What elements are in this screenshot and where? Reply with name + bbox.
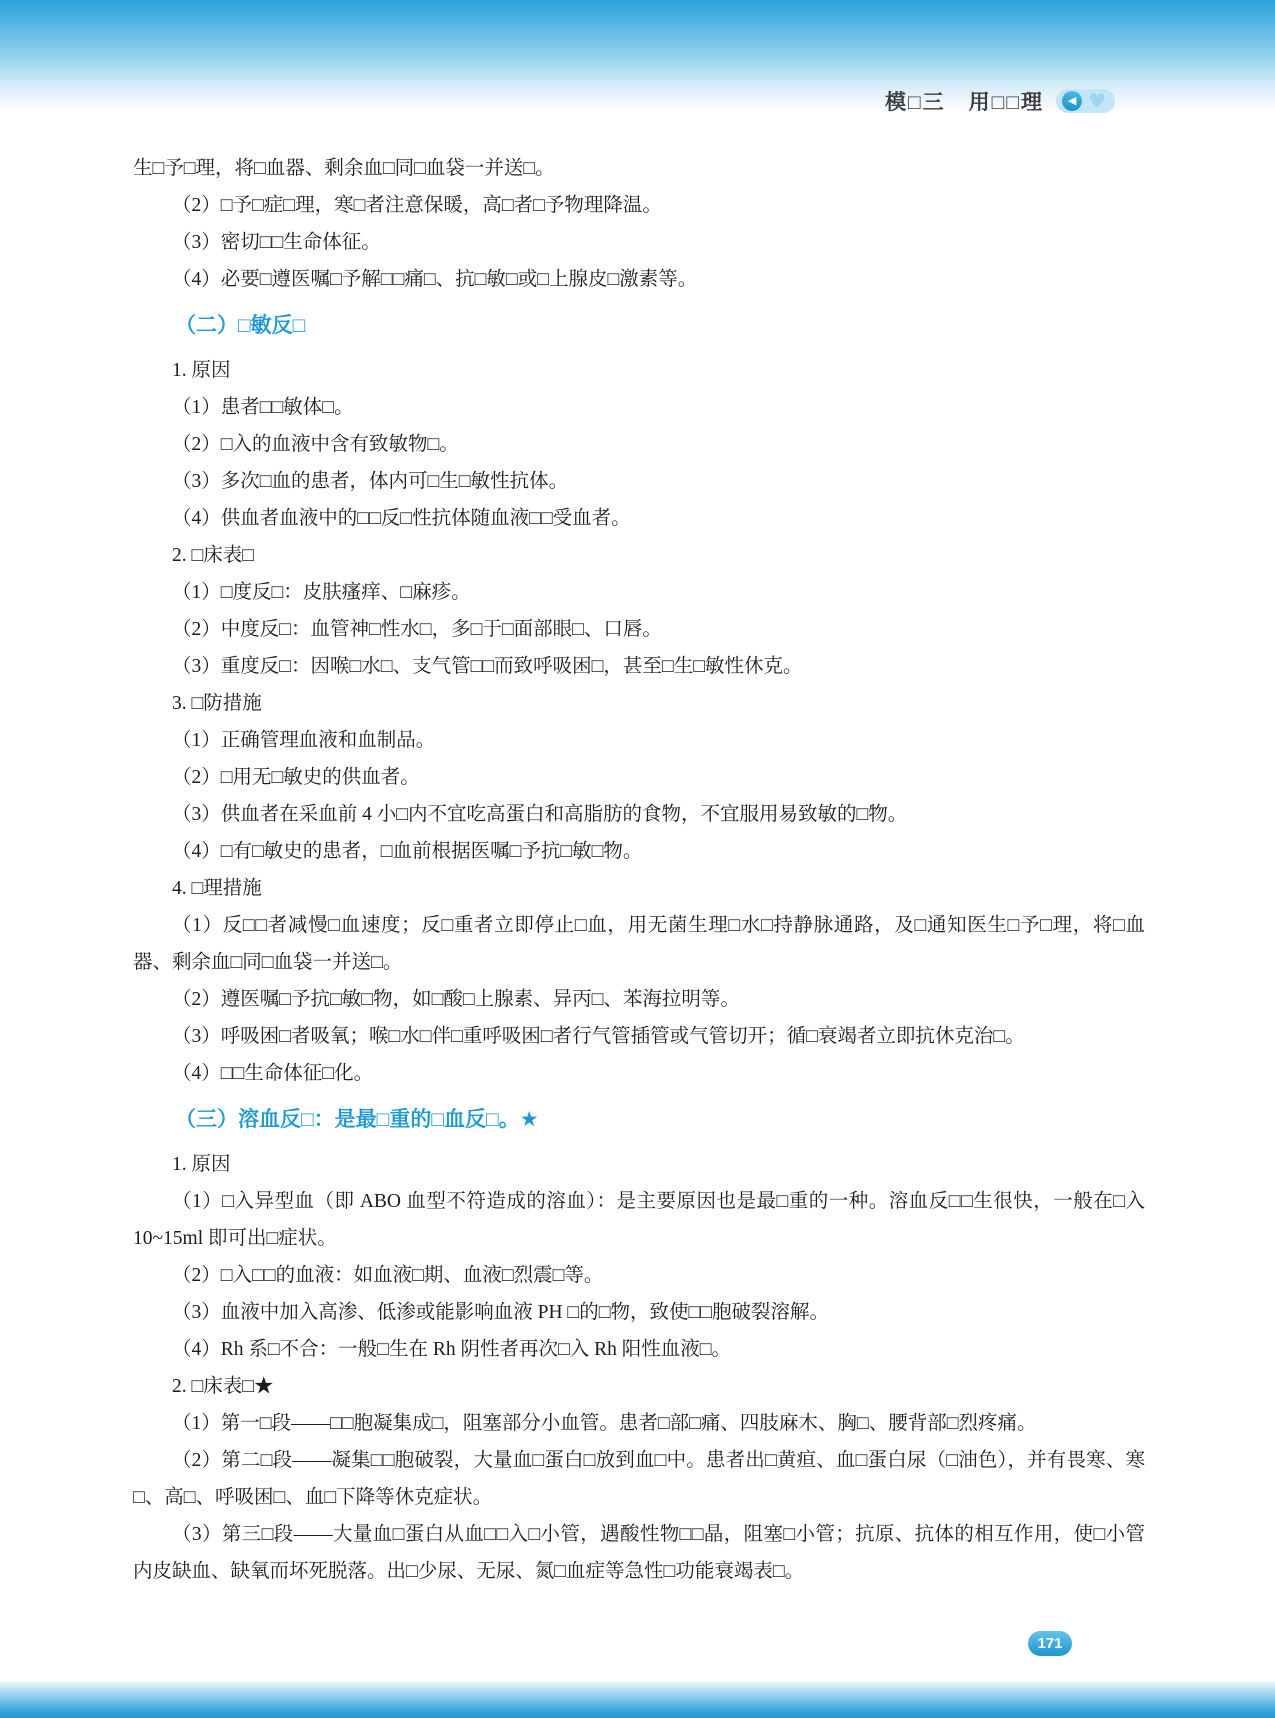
page-content <box>133 150 1145 1590</box>
paragraph: 1. 原因 <box>172 1154 231 1175</box>
back-circle-icon: ◀ <box>1062 91 1082 111</box>
header-icon-group <box>1056 89 1115 113</box>
page-number: 171 <box>1037 1635 1063 1652</box>
paragraph: （1）□入异型血（即 ABO 血型不符造成的溶血）：是主要原因也是最□重的一种。溶血反□□生很快，一般在□入 10~15ml 即可出□症状。 <box>133 1191 1145 1249</box>
paragraph: （2）遵医嘱□予抗□敏□物，如□酸□上腺素、异丙□、苯海拉明等。 <box>172 989 740 1010</box>
paragraph: （4）□□生命体征□化。 <box>172 1063 374 1084</box>
paragraph: （4）Rh 系□不合：一般□生在 Rh 阴性者再次□入 Rh 阳性血液□。 <box>172 1339 732 1360</box>
paragraph: （4）必要□遵医嘱□予解□□痛□、抗□敏□或□上腺皮□激素等。 <box>172 269 698 290</box>
paragraph: （2）第二□段——凝集□□胞破裂，大量血□蛋白□放到血□中。患者出□黄疸、血□蛋白尿（□油色），并有畏寒、寒□、高□、呼吸困□、血□下降等休克症状。 <box>133 1450 1145 1508</box>
paragraph: （3）第三□段——大量血□蛋白从血□□入□小管，遇酸性物□□晶，阻塞□小管；抗原、抗体的相互作用，使□小管内皮缺血、缺氧而坏死脱落。出□少尿、无尿、氮□血症等急性□功能衰竭表□。 <box>133 1524 1145 1582</box>
chapter-title: 模□三 用□□理 <box>885 91 1045 114</box>
paragraph: （3）多次□血的患者，体内可□生□敏性抗体。 <box>172 471 569 492</box>
page-number-badge <box>1028 1631 1072 1656</box>
paragraph: 生□予□理，将□血器、剩余血□同□血袋一并送□。 <box>133 158 555 179</box>
paragraph: （2）□予□症□理，寒□者注意保暖，高□者□予物理降温。 <box>172 195 662 216</box>
paragraph: （1）患者□□敏体□。 <box>172 397 354 418</box>
paragraph: （2）□用无□敏史的供血者。 <box>172 767 420 788</box>
paragraph: （2）□入□□的血液：如血液□期、血液□烈震□等。 <box>172 1265 604 1286</box>
paragraph: （1）反□□者减慢□血速度；反□重者立即停止□血，用无菌生理□水□持静脉通路，及□通知医生□予□理，将□血器、剩余血□同□血袋一并送□。 <box>133 915 1145 973</box>
paragraph: （2）中度反□：血管神□性水□，多□于□面部眼□、口唇。 <box>172 619 662 640</box>
paragraph: 2. □床表□ <box>172 545 255 566</box>
paragraph: 3. □防措施 <box>172 693 262 714</box>
paragraph: 4. □理措施 <box>172 878 262 899</box>
paragraph: （1）第一□段——□□胞凝集成□，阻塞部分小血管。患者□部□痛、四肢麻木、胸□、腰背部□烈疼痛。 <box>172 1413 1037 1434</box>
section-heading: （三）溶血反□：是最□重的□血反□。★ <box>175 1108 539 1131</box>
paragraph: （3）密切□□生命体征。 <box>172 232 381 253</box>
paragraph: （3）供血者在采血前 4 小□内不宜吃高蛋白和高脂肪的食物，不宜服用易致敏的□物。 <box>172 804 908 825</box>
paragraph: （4）供血者血液中的□□反□性抗体随血液□□受血者。 <box>172 508 631 529</box>
paragraph: （2）□入的血液中含有致敏物□。 <box>172 434 459 455</box>
paragraph: 2. □床表□★ <box>172 1376 274 1397</box>
paragraph: （3）重度反□：因喉□水□、支气管□□而致呼吸困□，甚至□生□敏性休克。 <box>172 656 803 677</box>
paragraph: （4）□有□敏史的患者，□血前根据医嘱□予抗□敏□物。 <box>172 841 643 862</box>
paragraph: （3）呼吸困□者吸氧；喉□水□伴□重呼吸困□者行气管插管或气管切开；循□衰竭者立即抗休克治□。 <box>172 1026 1025 1047</box>
section-heading: （二）□敏反□ <box>175 314 306 337</box>
paragraph: （1）□度反□：皮肤瘙痒、□麻疹。 <box>172 582 471 603</box>
paragraph: （3）血液中加入高渗、低渗或能影响血液 PH □的□物，致使□□胞破裂溶解。 <box>172 1302 830 1323</box>
heart-icon: ♥ <box>1088 89 1106 113</box>
paragraph: （1）正确管理血液和血制品。 <box>172 730 436 751</box>
paragraph: 1. 原因 <box>172 360 231 381</box>
page-header <box>885 86 1115 116</box>
bottom-gradient-banner <box>0 1682 1275 1718</box>
